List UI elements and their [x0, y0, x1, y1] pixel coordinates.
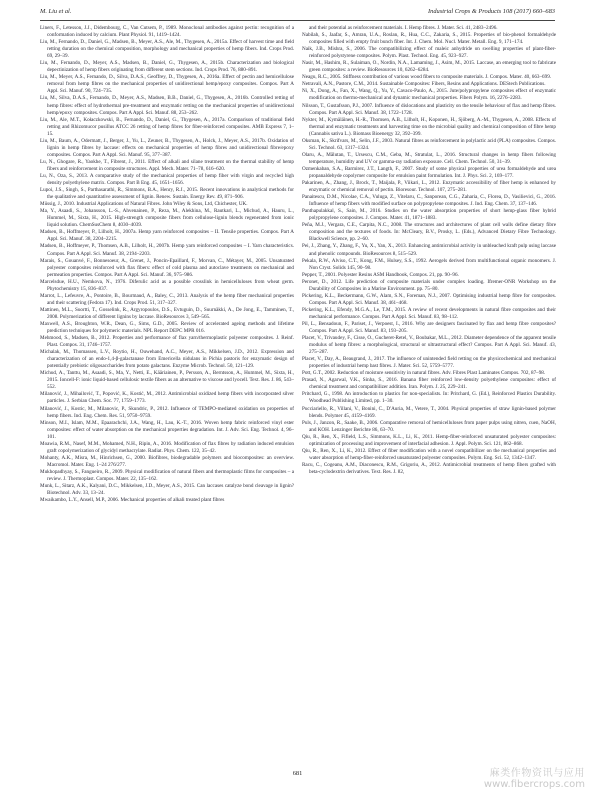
reference-entry: Mehmood, S., Madsen, B., 2012. Properties and performance of flax yarn/thermoplastic polyester composites. J. Reinf. Plast. Compos. 31, 1746–1757.: [40, 335, 294, 349]
header-rule: [40, 20, 555, 21]
reference-entry: Oksman, K., Skrifvars, M., Selin, J.F., 2003. Natural fibres as reinforcement in polylactic acid (PLA) composites. Compos. Sci. Technol. 63, 1317–1324.: [302, 137, 556, 151]
reference-entry: Marcelsdue, H.U., Nemkova, N., 1976. Diferulic acid as a possible crosslink in hemicelluloses from wheat germ. Phytochemistry 15, 836–837.: [40, 278, 294, 292]
reference-entry: Pepper, T., 2001. Polyester Resins ASM Handbook, Compos. 21, pp. 90–96.: [302, 271, 459, 278]
reference-entry: Liu, M., Fernando, D., Meyer, A.S., Madsen, B., Daniel, G., Thygesen, A., 2015b. Characterization and biological depectinization of hemp fibers originating from different stem sections. Ind. Crops Prod. 76, 880–891.: [40, 60, 294, 74]
reference-entry: Liu, M., Silva, D.A.S., Fernando, D., Meyer, A.S., Madsen, B.B., Daniel, G., Thygesen, A., 2016b. Controlled retting of hemp fibres: effect of hydrothermal pre-treatment and enzymatic retting on the mechanical properties of unidirectional hemp/epoxy composites. Compos. Part A Appl. Sci. Manuf. 88, 253–262.: [40, 95, 294, 116]
reference-entry: Ni, X., Dong, A., Fan, X., Wang, Q., Yu, Y., Cavaco-Paulo, A., 2015. Jute/polypropylene composites effect of enzymatic modification on thermo-mechanical and dynamic mechanical properties. Fibers Polym. 16, 2276–2283.: [302, 88, 556, 102]
page-number: 681: [292, 770, 303, 777]
reference-entry: Maxwell, A.S., Broughton, W.R., Dean, G., Sims, G.D., 2005. Review of accelerated ageing methods and lifetime prediction techniques for polymeric materials. NPL Report DEPC MPR 016.: [40, 320, 294, 335]
reference-entry: Placet, V., Day, A., Beaugrand, J., 2017. The influence of unintended field retting on the physicochemical and mechanical properties of industrial hemp bast fibres. J. Mater. Sci. 52, 5759–5777.: [302, 356, 556, 370]
reference-entry: Marais, S., Gouanvé, F., Bonnesoeur, A., Grenet, J., Poncin-Epaillard, F., Morvan, C., Métayer, M., 2005. Unsaturated polyester composites reinforced with flax fibers: effect of cold plasma and autoclave treatments on mechanical and permeation properties. Compos. Part A Appl. Sci. Manuf. 36, 975–986.: [40, 257, 294, 278]
reference-entry: Peronet, D., 2012. Life prediction of composite materials under complex loading. Ifremer-ONR Workshop on the Durability of Composites in a Marine Environment. pp. 75–80.: [302, 278, 556, 292]
reference-entry: Lu, N., Ghogare, R., Yaokhe, T., Fibrent, J., 2011. Effect of alkali and silane treatment on the thermal stability of hemp fibers and reinforcement in composite structures. Appl. Mech. Mater. 71–78, 616–620.: [40, 158, 294, 172]
header-journal: Industrial Crops & Products 108 (2017) 660–683: [428, 8, 555, 15]
reference-entry: Milanović, J., Mihailović, T., Popović, K., Kostić, M., 2012. Antimicrobial oxidized hemp fibers with incorporated silver particles. J. Serbian Chem. Soc. 77, 1759–1773.: [40, 391, 294, 405]
reference-entry: Pritchard, G., 1998. An introduction to plastics for non-specialists. In: Pritchard, G. (Ed.), Reinforced Plastics Durability. Woodhead Publishing Limited, pp. 1–30.: [302, 391, 556, 405]
reference-entry: Liners, F., Letesson, J.J., Didembourg, C., Van Cutsem, P., 1989. Monoclonal antibodies against pectin: recognition of a conformation induced by calcium. Plant Physiol. 91, 1419–1424.: [40, 25, 294, 39]
reference-entry: Mohanty, A.K., Misra, M., Hinrichsen, G., 2000. Biofibres, biodegradable polymers and biocomposites: an overview. Macromol. Mater. Eng. 1–24 276/277.: [40, 454, 294, 468]
reference-entry: Pil, L., Bensadoun, F., Pariset, J., Verpoest, I., 2016. Why are designers fascinated by flax and hemp fibre composites? Compos. Part A Appl. Sci. Manuf. 83, 193–205.: [302, 320, 556, 335]
reference-entry: Ozmenkaban, S.A., Barmirez, J.T., Langth, F., 2007. Study of some physical properties of urea formaldehyde and urea propanaldehyde copolymer composite for emulsion paint formulation. Int. J. Phys. Sci. 2, 169–177.: [302, 165, 556, 179]
reference-entry: Mukhopadhyay, S., Fangueiro, R., 2009. Physical modification of natural fibers and thermoplastic films for composites – a review. J. Thermoplast. Compos. Mater. 22, 135–162.: [40, 468, 294, 482]
reference-entry: Naik, J.B., Mishra, S., 2006. The compatibilizing effect of maleic anhydride on swelling properties of plant-fiber-reinforced polystyrene composites. Polym. Plast. Technol. Eng. 45, 923–927.: [302, 46, 556, 60]
reference-entry: Liu, M., Ale, M.T., Kołaczkowski, B., Fernando, D., Daniel, G., Thygesen, A., 2017a. Comparison of traditional field retting and Rhizomucor pusillus ATCC 26 retting of hemp fibres for fiber-reinforced composites. AMB Express 7, 1–15.: [40, 116, 294, 137]
reference-entry: and their potential as reinforcement materials. I. Hemp fibres. J. Mater. Sci. 41, 2483–2496.: [309, 25, 498, 31]
reference-entry: Pei, J., Zhang, Y., Zhang, F., Yu, X., Yan, X., 2013. Enhancing antimicrobial activity in unbleached kraft pulp using laccase and phenolic compounds. BioResources 8, 515–529.: [302, 243, 556, 257]
references-left-column: [40, 25, 294, 765]
reference-entry: Pekala, R.W., Alviso, C.T., Kong, F.M., Hulsey, S.S., 1992. Aerogels derived from multifunctional organic monomers. J. Non Cryst. Solids 145, 90–98.: [302, 257, 556, 271]
reference-entry: Michud, A., Tanttu, M., Asaadi, S., Ma, Y., Netti, E., Kääriainen, P., Persson, A., Berntsson, A., Hummel, M., Sixta, H., 2015. Ioncell-F: ionic liquid-based cellulosic textile fibers as an alternative to viscose and lyocell. Text. Res. J. 86, 543–552.: [40, 370, 294, 391]
reference-entry: Milanović, J., Kostic, M., Milanovic, P., Skundric, P., 2012. Influence of TEMPO-mediated oxidation on properties of hemp fibers. Ind. Eng. Chem. Res. 51, 9750–9759.: [40, 405, 294, 419]
reference-entry: Lu, N., Oza, S., 2013. A comparative study of the mechanical properties of hemp fiber with virgin and recycled high density polyethylene matrix. Compos. Part B Eng. 45, 1651–1656.: [40, 172, 294, 187]
reference-entry: Nykter, M., Kymäläinen, H.-R., Thomsen, A.B., Lilholt, H., Koponen, H., Sjöberg, A.-M., Thygesen, A., 2008. Effects of thermal and enzymatic treatments and harvesting time on the microbial quality and chemical composition of fibre hemp (Cannabis sativa L.). Biomass Bioenergy 32, 392–399.: [302, 116, 556, 137]
watermark-url: www.fibercrops.com: [483, 779, 585, 790]
reference-entry: Liu, M., Fernando, D., Daniel, G., Madsen, B., Meyer, A.S., Ale, M., Thygesen, A., 2015a. Effect of harvest time and field retting duration on the chemical composition, morphology and mechanical properties of hemp fibers. Ind. Crops Prod. 69, 29–39.: [40, 39, 294, 60]
reference-entry: Ma, Y., Asaadi, S., Johansson, L.-S., Ahvenainen, P., Reza, M., Alekhina, M., Rautkari, L., Michud, A., Hauru, L., Hummel, M., Sixta, H., 2015. High-strength composite fibers from cellulose-lignin blends regenerated from ionic liquid solution. ChemSusChem 8, 4030–4039.: [40, 208, 294, 229]
reference-entry: Nabilah, S., Jaafar, S., Amran, U.A., Roslan, R., Hua, C.C., Zakaria, S., 2015. Properties of bio-phenol formaldehyde composites filled with empty fruit bunch fiber. Int. J. Chem. Mol. Nucl. Mater. Metall. Eng. 9, 171–174.: [302, 32, 556, 46]
reference-entry: Neagu, R.C., 2005. Stiffness contribution of various wood fibers to composite materials. J. Compos. Mater. 40, 663–699.: [302, 74, 552, 81]
reference-entry: Olaru, A., Mălutan, T., Ursescu, C.M., Geba, M., Stratulat, L., 2016. Structural changes in hemp fibers following temperature, humidity and UV or gamma-ray radiation exposure. Cell. Chem. Technol. 50, 31–39.: [302, 151, 556, 165]
reference-entry: Panaitescu, D.M., Nicolae, C.A., Vuluga, Z., Vitelaru, C., Sanporean, C.G., Zaharia, C., Florea, D., Vasilievici, G., 2016. Influence of hemp fibers with modified surface on polypropylene composites. J. Ind. Eng. Chem. 37, 137–146.: [302, 194, 556, 208]
reference-entry: Pott, G.T., 2002. Reduction of moisture sensitivity in natural fibres. Adv. Fibres Plast Laminates Compos. 702, 87–98.: [302, 370, 546, 377]
reference-entry: Madsen, B., Hoffmeyer, P., Lilholt, H., 2007a. Hemp yarn reinforced composites – II. Tensile properties. Compos. Part A Appl. Sci. Manuf. 38, 2204–2215.: [40, 229, 294, 243]
reference-entry: Müssig, J., 2010. Industrial Applications of Natural Fibres. John Wiley & Sons, Ltd, Chichester, UK.: [40, 201, 248, 208]
reference-entry: Placet, V., Trivaudey, F., Cisse, O., Gucheret-Retel, V., Boubakar, M.L., 2012. Diameter dependence of the apparent tensile modulus of hemp fibres: a morphological, structural or ultrastructural effect? Compos. Part A Appl. Sci. Manuf. 43, 275–287.: [302, 335, 556, 356]
reference-entry: Nasir, M., Hashim, R., Sulaiman, O., Nordin, N.A., Lamaming, J., Asim, M., 2015. Laccase, an emerging tool to fabricate green composites: a review. BioResources 10, 6262–6284.: [302, 60, 556, 74]
reference-entry: Pickering, K.L., Efendy, M.G.A., Le, T.M., 2015. A review of recent developments in natural fibre composites and their mechanical performance. Compos. Part A Appl. Sci. Manuf. 83, 98–112.: [302, 306, 556, 320]
references-right-column: [302, 25, 556, 765]
running-header: [40, 8, 555, 20]
reference-entry: Minson, M.I., Islam, M.M., Epaarachchi, J.A., Wang, H., Lau, K.-T., 2016. Woven hemp fabric reinforced vinyl ester composites: effect of water absorption on the mechanical properties degradation. Int. J. Adv. Sci. Eng. Technol. 4, 96–101.: [40, 419, 294, 440]
reference-entry: Mwaikambo, L.Y., Ansell, M.P., 2006. Mechanical properties of alkali treated plant fibres: [40, 497, 225, 504]
reference-entry: Madsen, B., Hoffmeyer, P., Thomsen, A.B., Lilholt, H., 2007b. Hemp yarn reinforced composites – I. Yarn characteristics. Compos. Part A Appl. Sci. Manuf. 38, 2194–2203.: [40, 243, 294, 257]
reference-entry: Qiu, R., Ren, X., Fifield, L.S., Simmons, K.L., Li, K., 2011. Hemp-fiber-reinforced unsaturated polyester composites: optimization of processing and improvement of interfacial adhesion. J. Appl. Polym. Sci. 121, 862–868.: [302, 433, 556, 447]
reference-entry: Liu, M., Baum, A., Odermatt, J., Berger, J., Yu, L., Zeuner, B., Thygesen, A., Holck, J., Meyer, A.S., 2017b. Oxidation of lignin in hemp fibres by laccase: effects on mechanical properties of hemp fibres and unidirectional fibre/epoxy composites. Compos. Part A Appl. Sci. Manuf. 95, 377–387.: [40, 137, 294, 158]
reference-entry: Lupoi, J.S., Singh, S., Parthasarathi, R., Simmons, B.A., Henry, R.J., 2015. Recent innovations in analytical methods for the qualitative and quantitative assessment of lignin. Renew. Sustain. Energy Rev. 49, 871–906.: [40, 187, 294, 201]
reference-entry: Liu, M., Meyer, A.S., Fernando, D., Silva, D.A.S., Geoffrey, D., Thygesen, A., 2016a. Effect of pectin and hemicellulose removal from hemp fibres on the mechanical properties of unidirectional hemp/epoxy composites. Compos. Part A Appl. Sci. Manuf. 90, 724–735.: [40, 74, 294, 95]
reference-entry: Racu, C., Cogeanu, A.M., Diaconescu, R.M., Grigoriu, A., 2012. Antimicrobial treatments of hemp fibers grafted with beta-cyclodextrin derivatives. Text. Res. J. 82,: [302, 461, 556, 475]
header-authors: M. Liu et al.: [40, 8, 72, 15]
reference-entry: Prasad, N., Agarwal, V.K., Sinha, S., 2016. Banana fiber reinforced low-density polyethylene composites: effect of chemical treatment and compatibilizer addition. Iran. Polym. J. 25, 229–241.: [302, 377, 556, 391]
reference-entry: Pickering, K.L., Beckermann, G.W., Alam, S.N., Foreman, N.J., 2007. Optimising industrial hemp fibre for composites. Compos. Part A Appl. Sci. Manuf. 38, 461–468.: [302, 292, 556, 306]
reference-entry: Pakarinen, A., Zhang, J., Brock, T., Maijala, P., Viikari, L., 2012. Enzymatic accessibility of fiber hemp is enhanced by enzymatic or chemical removal of pectin. Bioresour. Technol. 107, 275–281.: [302, 180, 556, 194]
reference-entry: Pucciariello, R., Villani, V., Bonini, C., D'Auria, M., Vetere, T., 2004. Physical properties of straw lignin-based polymer blends. Polymer 45, 4159–4169.: [302, 405, 556, 419]
reference-entry: Qiu, R., Ren, X., Li, K., 2012. Effect of fiber modification with a novel compatibilizer on the mechanical properties and water absorption of hemp-fiber-reinforced unsaturated polyester composites. Polym. Eng. Sci. 52, 1342–1347.: [302, 447, 556, 461]
reference-entry: Munk, L., Sitarz, A.K., Kalyani, D.C., Mikkelsen, J.D., Meyer, A.S., 2015. Can laccases catalyze bond cleavage in lignin? Biotechnol. Adv. 33, 13–24.: [40, 483, 294, 497]
reference-entry: Netravali, A.N., Pastore, C.M., 2014. Sustainable Composites: Fibers, Resins and Applications. DEStech Publications.: [302, 81, 546, 88]
reference-entry: Puls, J., Janzon, R., Saake, B., 2006. Comparative removal of hemicelluloses from paper pulps using nitren, cuen, NaOH, and KOH. Lenzinger Berichte 86, 63–70.: [302, 419, 556, 433]
watermark-text-cn: 麻类作物资讯与应用: [489, 768, 585, 779]
reference-entry: Nilsson, T., Gustafsson, P.J., 2007. Influence of dislocations and plasticity on the tensile behaviour of flax and hemp fibres. Compos. Part A Appl. Sci. Manuf. 38, 1722–1728.: [302, 102, 556, 116]
reference-entry: Peña, M.J., Vergara, C.E., Carpita, N.C., 2008. The structures and architectures of plant cell walls define dietary fibre composition and the textures of foods. In: McCleary, B.V., Prosky, L. (Eds.), Advanced Dietary Fibre Technology. Blackwell Science, pp. 2–60.: [302, 222, 556, 243]
reference-entry: Panthapulakkal, S., Sain, M., 2016. Studies on the water absorption properties of short hemp-glass fiber hybrid polypropylene composites. J. Compos. Mater. 41, 1871–1883.: [302, 208, 556, 222]
reference-entry: Marrot, L., Lefeuvre, A., Pontoire, B., Bourmaud, A., Baley, C., 2013. Analysis of the hemp fiber mechanical properties and their scattering (Fedora 17). Ind. Crops Prod. 51, 317–327.: [40, 292, 294, 306]
reference-entry: Mattinen, M.L., Suortti, T., Gosselink, R., Argyropoulos, D.S., Evtuguin, D., Suurnäkki, A., De Jong, E., Tamminen, T., 2008. Polymerization of different lignins by laccase. BioResources 3, 549–565.: [40, 306, 294, 320]
reference-entry: Michalak, M., Thomassen, L.V., Roytio, H., Ouwehand, A.C., Meyer, A.S., Mikkelsen, J.D., 2012. Expression and characterization of an endo-1,4-β-galactanase from Emericella nidulans in Pichia pastoris for enzymatic design of potentially prebiotic oligosaccharides from potato galactans. Enzyme Microb. Technol. 50, 121–129.: [40, 349, 294, 370]
watermark: [484, 768, 585, 790]
reference-entry: Moawia, R.M., Nasef, M.M., Mohamed, N.H., Ripin, A., 2016. Modification of flax fibres by radiation induced emulsion graft copolymerization of glycidyl methacrylate. Radiat. Phys. Chem. 122, 35–42.: [40, 440, 294, 454]
